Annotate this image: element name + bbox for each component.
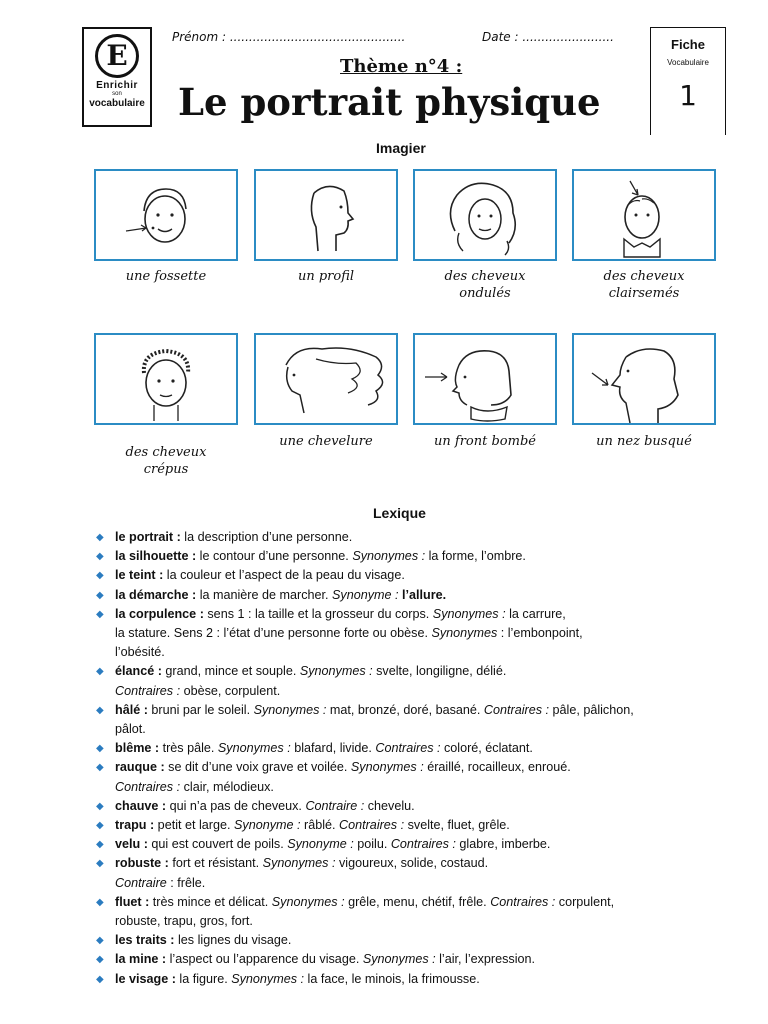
- lexique-term: la silhouette :: [115, 549, 197, 564]
- lexique-line: [115, 547, 726, 566]
- lexique-text: éraillé, rocailleux, enroué.: [423, 760, 571, 775]
- lexique-label: Synonymes :: [362, 952, 436, 967]
- lexique-text: la forme, l’ombre.: [425, 549, 526, 564]
- prenom-field: Prénom : ..............................................: [172, 30, 406, 44]
- lexique-term: velu :: [115, 837, 148, 852]
- lexique-line: [115, 605, 726, 624]
- lexique-label: Synonymes :: [350, 760, 424, 775]
- lexique-entry: [96, 528, 726, 547]
- fiche-box: [650, 27, 726, 135]
- logo-enrichir-vocabulaire: [82, 27, 152, 127]
- lexique-label: Contraires :: [115, 779, 181, 794]
- picture-front-bombe: [413, 333, 557, 425]
- bullet-icon: ◆: [96, 570, 104, 582]
- lexique-text: la face, le minois, la frimousse.: [304, 971, 480, 986]
- bullet-icon: ◆: [96, 839, 104, 851]
- lexique-label: Synonymes :: [352, 549, 426, 564]
- lexique-text: l’allure.: [402, 587, 447, 602]
- lexique-label: Contraires :: [490, 894, 556, 909]
- caption-nez-busque: [564, 433, 724, 450]
- lexique-text: : frêle.: [166, 875, 206, 890]
- lexique-text: mat, bronzé, doré, basané.: [326, 702, 484, 717]
- lexique-text: râblé.: [300, 818, 340, 833]
- lexique-line: [115, 797, 726, 816]
- lexique-term: blême :: [115, 741, 160, 756]
- caption-front-bombe: [405, 433, 565, 450]
- lexique-label: Synonymes :: [217, 741, 291, 756]
- lexique-entry: [96, 758, 726, 796]
- lexique-text: la description d’une personne.: [180, 530, 353, 544]
- lexique-entry: [96, 835, 726, 854]
- lexique-label: Synonymes :: [231, 971, 305, 986]
- lexique-label: Contraire: [115, 875, 167, 890]
- lexique-text: vigoureux, solide, costaud.: [335, 856, 489, 871]
- lexique-line: [115, 624, 726, 643]
- caption-crepus: [86, 444, 246, 478]
- lexique-label: Synonyme :: [332, 587, 399, 602]
- lexique-text: coloré, éclatant.: [440, 741, 533, 756]
- bullet-icon: ◆: [96, 532, 104, 543]
- lexique-label: Synonymes :: [299, 664, 373, 679]
- bullet-icon: ◆: [96, 954, 104, 966]
- lexique-text: glabre, imberbe.: [455, 837, 551, 852]
- lexique-label: Contraires :: [115, 683, 181, 698]
- lexique-entry: [96, 931, 726, 950]
- lexique-label: Contraires :: [390, 837, 456, 852]
- lexique-line: [115, 950, 726, 969]
- lexique-term: fluet :: [115, 894, 150, 909]
- lexique-line: [115, 835, 726, 854]
- lexique-term: hâlé :: [115, 702, 148, 717]
- lexique-label: Synonymes :: [271, 894, 345, 909]
- lexique-list: [96, 528, 726, 989]
- lexique-entry: [96, 854, 726, 892]
- lexique-entry: [96, 739, 726, 758]
- page-title: Le portrait physique: [178, 80, 601, 124]
- lexique-term: la mine :: [115, 952, 167, 967]
- lexique-text: l’aspect ou l’apparence du visage.: [166, 952, 363, 967]
- lexique-term: robuste :: [115, 856, 169, 871]
- lexique-term: chauve :: [115, 798, 167, 813]
- bullet-icon: ◆: [96, 666, 104, 678]
- theme-label: Thème n°4 :: [340, 56, 463, 77]
- lexique-term: le teint :: [115, 568, 164, 583]
- lexique-text: corpulent,: [555, 894, 615, 909]
- logo-line-3: vocabulaire: [84, 98, 150, 109]
- lexique-heading: Lexique: [373, 505, 426, 521]
- lexique-text: robuste, trapu, gros, fort.: [115, 914, 253, 929]
- rounded-forehead-drawing: [415, 335, 555, 423]
- lexique-entry: [96, 816, 726, 835]
- long-hair-drawing: [256, 335, 396, 423]
- logo-line-2: son: [112, 91, 122, 97]
- lexique-line: [115, 662, 726, 681]
- lexique-entry: [96, 566, 726, 585]
- lexique-text: grêle, menu, chétif, frêle.: [344, 894, 491, 909]
- bullet-icon: ◆: [96, 858, 104, 870]
- lexique-text: svelte, longiligne, délié.: [372, 664, 507, 679]
- bullet-icon: ◆: [96, 704, 104, 716]
- lexique-entry: [96, 970, 726, 989]
- lexique-label: Synonymes :: [253, 702, 327, 717]
- bullet-icon: ◆: [96, 589, 104, 601]
- lexique-line: [115, 970, 726, 989]
- lexique-term: le visage :: [115, 971, 176, 986]
- lexique-text: la manière de marcher.: [196, 587, 332, 602]
- bullet-icon: ◆: [96, 762, 104, 774]
- caption-line: une chevelure: [279, 434, 373, 449]
- caption-line: clairsemés: [608, 286, 680, 301]
- caption-profil: [246, 268, 406, 285]
- lexique-line: [115, 701, 726, 720]
- caption-fossette: [86, 268, 246, 285]
- lexique-text: le contour d’une personne.: [196, 549, 353, 564]
- lexique-text: l’obésité.: [115, 645, 165, 660]
- lexique-text: svelte, fluet, grêle.: [404, 818, 510, 833]
- picture-chevelure: [254, 333, 398, 425]
- bullet-icon: ◆: [96, 896, 104, 908]
- lexique-text: obèse, corpulent.: [180, 683, 281, 698]
- lexique-label: Synonymes :: [262, 856, 336, 871]
- lexique-term: les traits :: [115, 933, 175, 948]
- picture-cheveux-clairsemes: [572, 169, 716, 261]
- thin-hair-drawing: [574, 171, 714, 259]
- lexique-line: [115, 739, 726, 758]
- bullet-icon: ◆: [96, 608, 104, 620]
- caption-line: un front bombé: [434, 434, 536, 449]
- lexique-line: [115, 758, 726, 777]
- lexique-term: rauque :: [115, 760, 165, 775]
- lexique-text: : l’embonpoint,: [497, 626, 583, 641]
- lexique-line: [115, 720, 726, 739]
- fiche-label: Fiche: [671, 37, 705, 52]
- lexique-text: grand, mince et souple.: [161, 664, 300, 679]
- lexique-text: pâle, pâlichon,: [549, 702, 634, 717]
- caption-line: un profil: [297, 269, 355, 284]
- imagier-heading: Imagier: [376, 140, 426, 156]
- picture-profil: [254, 169, 398, 261]
- lexique-label: Contraires :: [483, 702, 550, 717]
- lexique-text: qui est couvert de poils.: [147, 837, 288, 852]
- lexique-text: blafard, livide.: [290, 741, 376, 756]
- lexique-label: Synonymes: [431, 626, 498, 641]
- lexique-text: la figure.: [175, 971, 232, 986]
- profile-drawing: [256, 171, 396, 259]
- lexique-line: [115, 586, 726, 605]
- lexique-text: poilu.: [353, 837, 391, 852]
- bullet-icon: ◆: [96, 935, 104, 947]
- lexique-entry: [96, 950, 726, 969]
- curly-hair-drawing: [96, 335, 236, 423]
- lexique-label: Contraire :: [305, 798, 365, 813]
- bullet-icon: ◆: [96, 973, 104, 985]
- lexique-text: qui n’a pas de cheveux.: [166, 798, 306, 813]
- logo-circle: [95, 34, 139, 78]
- picture-nez-busque: [572, 333, 716, 425]
- lexique-text: les lignes du visage.: [174, 933, 292, 948]
- bullet-icon: ◆: [96, 800, 104, 812]
- picture-cheveux-ondules: [413, 169, 557, 261]
- lexique-text: fort et résistant.: [168, 856, 263, 871]
- caption-line: une fossette: [125, 269, 207, 284]
- fiche-subtitle: Vocabulaire: [667, 58, 709, 67]
- lexique-text: la stature. Sens 2 : l’état d’une personne forte ou obèse.: [115, 626, 432, 641]
- lexique-line: [115, 566, 726, 585]
- lexique-line: [115, 912, 726, 931]
- lexique-text: petit et large.: [154, 818, 234, 833]
- lexique-text: la carrure,: [505, 606, 566, 621]
- lexique-text: l’air, l’expression.: [435, 952, 536, 967]
- picture-cheveux-crepus: [94, 333, 238, 425]
- lexique-label: Synonymes :: [432, 606, 506, 621]
- lexique-text: chevelu.: [364, 798, 415, 813]
- lexique-term: la démarche :: [115, 587, 197, 602]
- fiche-number: 1: [679, 79, 697, 112]
- caption-line: des cheveux: [125, 445, 207, 460]
- lexique-line: [115, 778, 726, 797]
- lexique-text: se dit d’une voix grave et voilée.: [164, 760, 351, 775]
- caption-ondules: [405, 268, 565, 302]
- lexique-line: [115, 682, 726, 701]
- lexique-text: sens 1 : la taille et la grosseur du corps.: [203, 606, 433, 621]
- lexique-entry: [96, 797, 726, 816]
- logo-letter: E: [106, 39, 128, 72]
- caption-line: crépus: [143, 462, 189, 477]
- caption-line: des cheveux: [603, 269, 685, 284]
- caption-line: des cheveux: [444, 269, 526, 284]
- lexique-text: la couleur et l’aspect de la peau du visage.: [163, 568, 405, 583]
- lexique-term: la corpulence :: [115, 606, 204, 621]
- lexique-entry: [96, 893, 726, 931]
- lexique-entry: [96, 701, 726, 739]
- lexique-line: [115, 874, 726, 893]
- lexique-text: pâlot.: [115, 722, 146, 737]
- lexique-label: Synonyme :: [287, 837, 354, 852]
- lexique-text: bruni par le soleil.: [147, 702, 254, 717]
- lexique-label: Synonyme :: [234, 818, 301, 833]
- caption-chevelure: [246, 433, 406, 450]
- lexique-term: le portrait :: [115, 530, 181, 544]
- lexique-line: [115, 643, 726, 662]
- wavy-hair-drawing: [415, 171, 555, 259]
- lexique-label: Contraires :: [339, 818, 405, 833]
- lexique-term: trapu :: [115, 818, 155, 833]
- child-dimple-drawing: [96, 171, 236, 259]
- logo-line-1: Enrichir: [96, 80, 138, 91]
- bullet-icon: ◆: [96, 820, 104, 832]
- lexique-entry: [96, 547, 726, 566]
- lexique-line: [115, 854, 726, 873]
- picture-fossette: [94, 169, 238, 261]
- lexique-entry: [96, 586, 726, 605]
- hooked-nose-drawing: [574, 335, 714, 423]
- lexique-entry: [96, 662, 726, 700]
- lexique-text: très pâle.: [159, 741, 218, 756]
- lexique-line: [115, 816, 726, 835]
- caption-clairsemes: [564, 268, 724, 302]
- lexique-entry: [96, 605, 726, 663]
- lexique-line: [115, 893, 726, 912]
- lexique-line: [115, 931, 726, 950]
- lexique-text: très mince et délicat.: [149, 894, 272, 909]
- lexique-term: élancé :: [115, 664, 162, 679]
- lexique-label: Contraires :: [375, 741, 441, 756]
- date-field: Date : ........................: [482, 30, 614, 44]
- caption-line: ondulés: [459, 286, 511, 301]
- caption-line: un nez busqué: [596, 434, 692, 449]
- bullet-icon: ◆: [96, 743, 104, 755]
- bullet-icon: ◆: [96, 551, 104, 563]
- lexique-text: clair, mélodieux.: [180, 779, 274, 794]
- lexique-line: [115, 528, 726, 547]
